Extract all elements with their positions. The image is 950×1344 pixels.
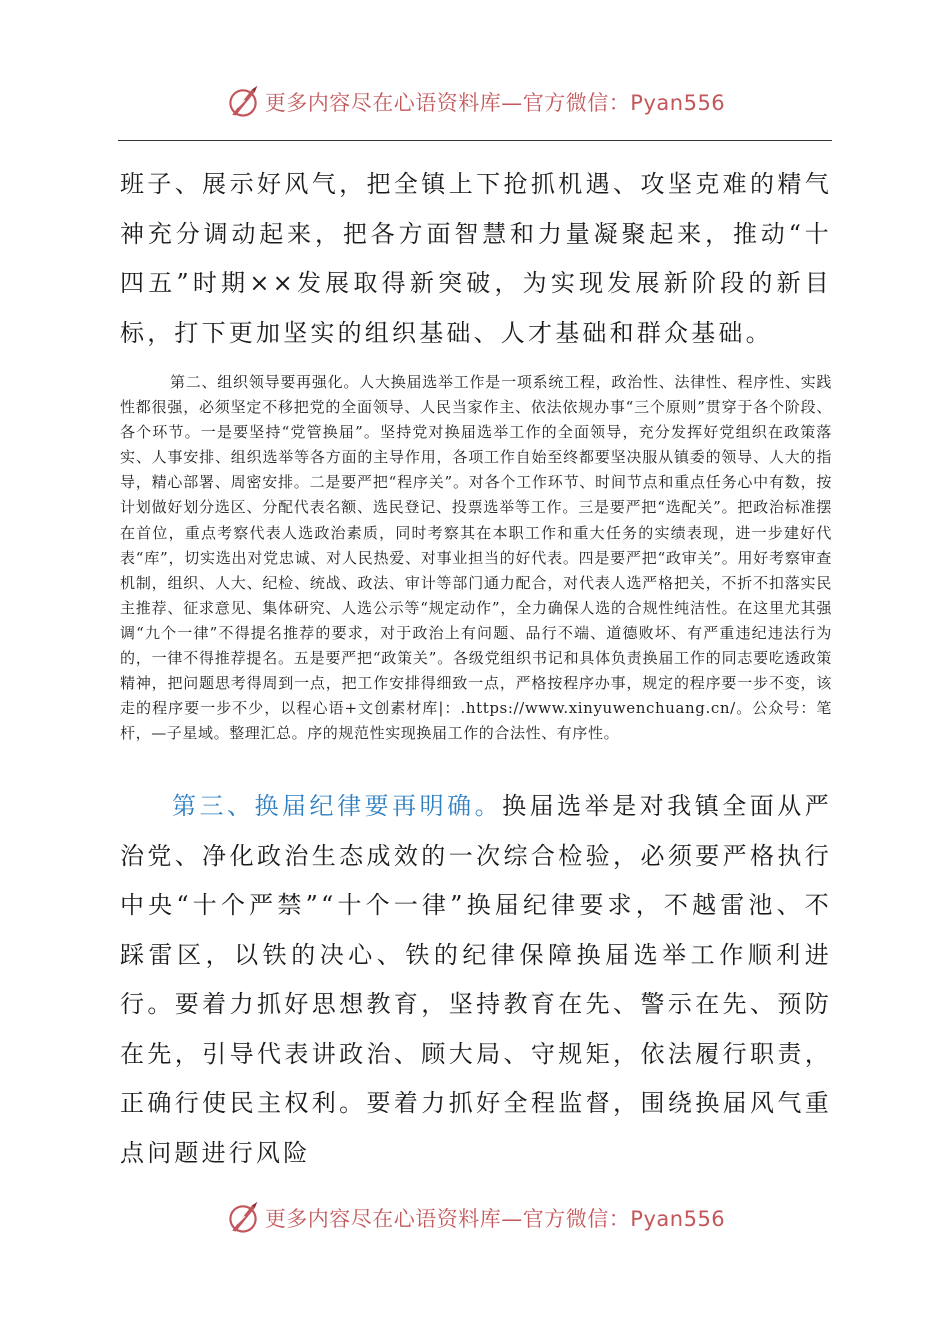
header-divider xyxy=(118,140,832,141)
header-banner xyxy=(0,82,950,122)
footer-banner-text: 更多内容尽在心语资料库—官方微信：Pyan556 xyxy=(264,1207,726,1231)
footer-banner xyxy=(0,1198,950,1238)
paragraph-1: 班子、展示好风气，把全镇上下抢抓机遇、攻坚克难的精气神充分调动起来，把各方面智慧和力量凝聚起来，推动“十四五”时期××发展取得新突破，为实现发展新阶段的新目标，打下更加坚实的组织基础、人才基础和群众基础。 xyxy=(120,170,832,347)
quill-pen-logo-icon xyxy=(225,84,261,120)
paragraph-2: 第二、组织领导要再强化。人大换届选举工作是一项系统工程，政治性、法律性、程序性、实践性都很强，必须坚定不移把党的全面领导、人民当家作主、依法依规办事“三个原则”贯穿于各个阶段、各个环节。一是要坚持“党管换届”。坚持党对换届选举工作的全面领导，充分发挥好党组织在政策落实、人事安排、组织选举等各方面的主导作用，各项工作自始至终都要坚决服从镇委的领导、人大的指导，精心部署、周密安排。二是要严把“程序关”。对各个工作环节、时间节点和重点任务心中有数，按计划做好划分选区、分配代表名额、选民登记、投票选举等工作。三是要严把“选配关”。把政治标准摆在首位，重点考察代表人选政治素质，同时考察其在本职工作和重大任务的实绩表现，进一步建好代表“库”，切实选出对党忠诚、对人民热爱、对事业担当的好代表。四是要严把“政审关”。用好考察审查机制，组织、人大、纪检、统战、政法、审计等部门通力配合，对代表人选严格把关，不折不扣落实民主推荐、征求意见、集体研究、人选公示等“规定动作”，全力确保人选的合规性纯洁性。在这里尤其强调“九个一律”不得提名推荐的要求，对于政治上有问题、品行不端、道德败坏、有严重违纪违法行为的，一律不得推荐提名。五是要严把“政策关”。各级党组织书记和具体负责换届工作的同志要吃透政策精神，把问题思考得周到一点，把工作安排得细致一点，严格按程序办事，规定的程序要一步不变，该走的程序要一步不少，以程心语+文创素材库|：.https://www.xinyuwenchuang.cn/。公众号：笔杆，—子星域。整理汇总。序的规范性实现换届工作的合法性、有序性。 xyxy=(120,373,832,743)
paragraph-3 xyxy=(120,782,832,1178)
header-banner-text: 更多内容尽在心语资料库—官方微信：Pyan556 xyxy=(264,91,726,115)
paragraph-3-body: 换届选举是对我镇全面从严治党、净化政治生态成效的一次综合检验，必须要严格执行中央“十个严禁”“十个一律”换届纪律要求，不越雷池、不踩雷区，以铁的决心、铁的纪律保障换届选举工作顺利进行。要着力抓好思想教育，坚持教育在先、警示在先、预防在先，引导代表讲政治、顾大局、守规矩，依法履行职责，正确行使民主权利。要着力抓好全程监督，围绕换届风气重点问题进行风险 xyxy=(120,792,832,1167)
quill-pen-logo-icon xyxy=(225,1200,261,1236)
paragraph-3-heading: 第三、换届纪律要再明确。 xyxy=(172,792,503,820)
